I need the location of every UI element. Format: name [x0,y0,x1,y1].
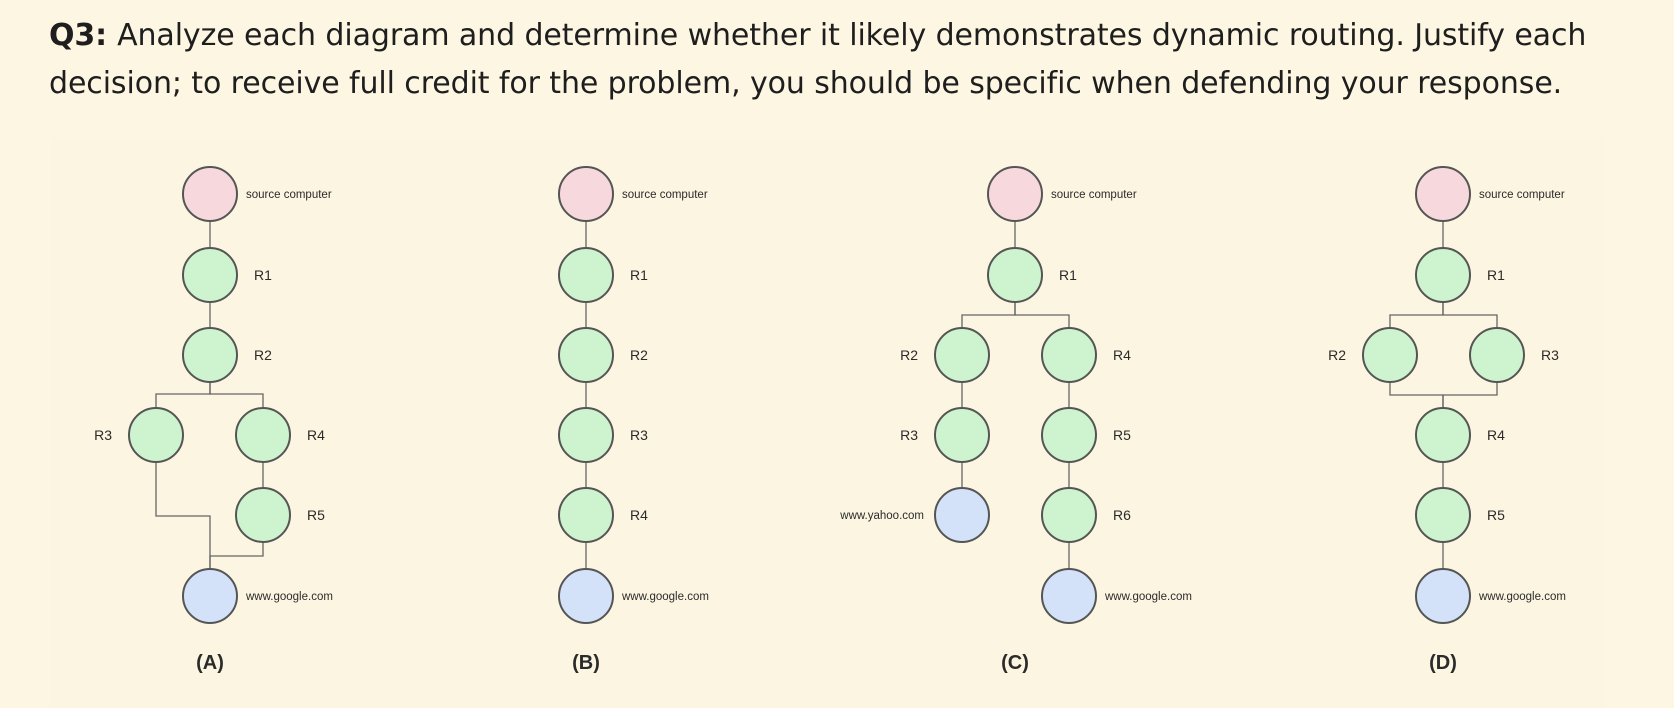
router-node-r2 [183,328,237,382]
diagram-a [94,167,333,674]
router-node-r3 [129,408,183,462]
router-node-r5 [1416,488,1470,542]
node-label-r2: R2 [1328,347,1346,363]
node-label-src: source computer [1051,189,1137,201]
question-body: Analyze each diagram and determine whether it likely demonstrates dynamic routing. Justify each decision; to receive full credit for the problem, you should be specific when defending your response. [49,18,1587,101]
router-node-r2 [1363,328,1417,382]
source-node-src [1416,167,1470,221]
router-node-r1 [1416,248,1470,302]
node-label-r1: R1 [630,267,648,283]
destination-node-dst [183,569,237,623]
source-node-src [559,167,613,221]
node-label-r4: R4 [630,507,648,523]
node-label-dst: www.google.com [622,591,709,603]
edge-r1-r2 [1390,302,1443,328]
router-node-r5 [1042,408,1096,462]
node-label-r5: R5 [1113,427,1131,443]
node-label-r3: R3 [630,427,648,443]
edge-r2-r4 [210,382,263,408]
diagram-caption: (B) [572,652,600,674]
diagram-b [559,167,709,674]
node-label-src: source computer [622,189,708,201]
destination-node-dst [1416,569,1470,623]
node-label-r2: R2 [630,347,648,363]
edge-r1-r4 [1015,302,1069,328]
node-label-r3: R3 [900,427,918,443]
node-label-r2: R2 [900,347,918,363]
node-label-r1: R1 [254,267,272,283]
node-label-r3: R3 [94,427,112,443]
node-label-r4: R4 [307,427,325,443]
edge-r2-r3 [156,382,210,408]
edge-r1-r2 [962,302,1015,328]
source-node-src [988,167,1042,221]
router-node-r1 [183,248,237,302]
router-node-r3 [1470,328,1524,382]
router-node-r3 [935,408,989,462]
diagram-caption: (C) [1001,652,1029,674]
node-label-r1: R1 [1059,267,1077,283]
node-label-r1: R1 [1487,267,1505,283]
router-node-r1 [559,248,613,302]
question-label: Q3: [49,18,108,53]
router-node-r3 [559,408,613,462]
destination-node-yahoo [935,488,989,542]
node-label-r5: R5 [307,507,325,523]
edge-r5-dst [210,542,263,569]
node-label-r2: R2 [254,347,272,363]
node-label-src: source computer [246,189,332,201]
node-label-src: source computer [1479,189,1565,201]
router-node-r4 [236,408,290,462]
node-label-r3: R3 [1541,347,1559,363]
router-node-r4 [1042,328,1096,382]
router-node-r1 [988,248,1042,302]
router-node-r4 [1416,408,1470,462]
node-label-yahoo: www.yahoo.com [840,510,924,522]
node-label-dst: www.google.com [1105,591,1192,603]
router-node-r4 [559,488,613,542]
router-node-r6 [1042,488,1096,542]
diagram-caption: (A) [196,652,224,674]
edge-r2-r4 [1390,382,1443,408]
node-label-r4: R4 [1113,347,1131,363]
node-label-r5: R5 [1487,507,1505,523]
destination-node-dst [1042,569,1096,623]
router-node-r5 [236,488,290,542]
destination-node-dst [559,569,613,623]
router-node-r2 [935,328,989,382]
diagram-caption: (D) [1429,652,1457,674]
node-label-r4: R4 [1487,427,1505,443]
node-label-r6: R6 [1113,507,1131,523]
edge-r3-r4 [1443,382,1497,408]
diagram-c [839,167,1192,674]
edge-r1-r3 [1443,302,1497,328]
node-label-dst: www.google.com [246,591,333,603]
diagram-d [1328,167,1566,674]
edge-r3-dst [156,462,210,569]
source-node-src [183,167,237,221]
node-label-dst: www.google.com [1479,591,1566,603]
router-node-r2 [559,328,613,382]
